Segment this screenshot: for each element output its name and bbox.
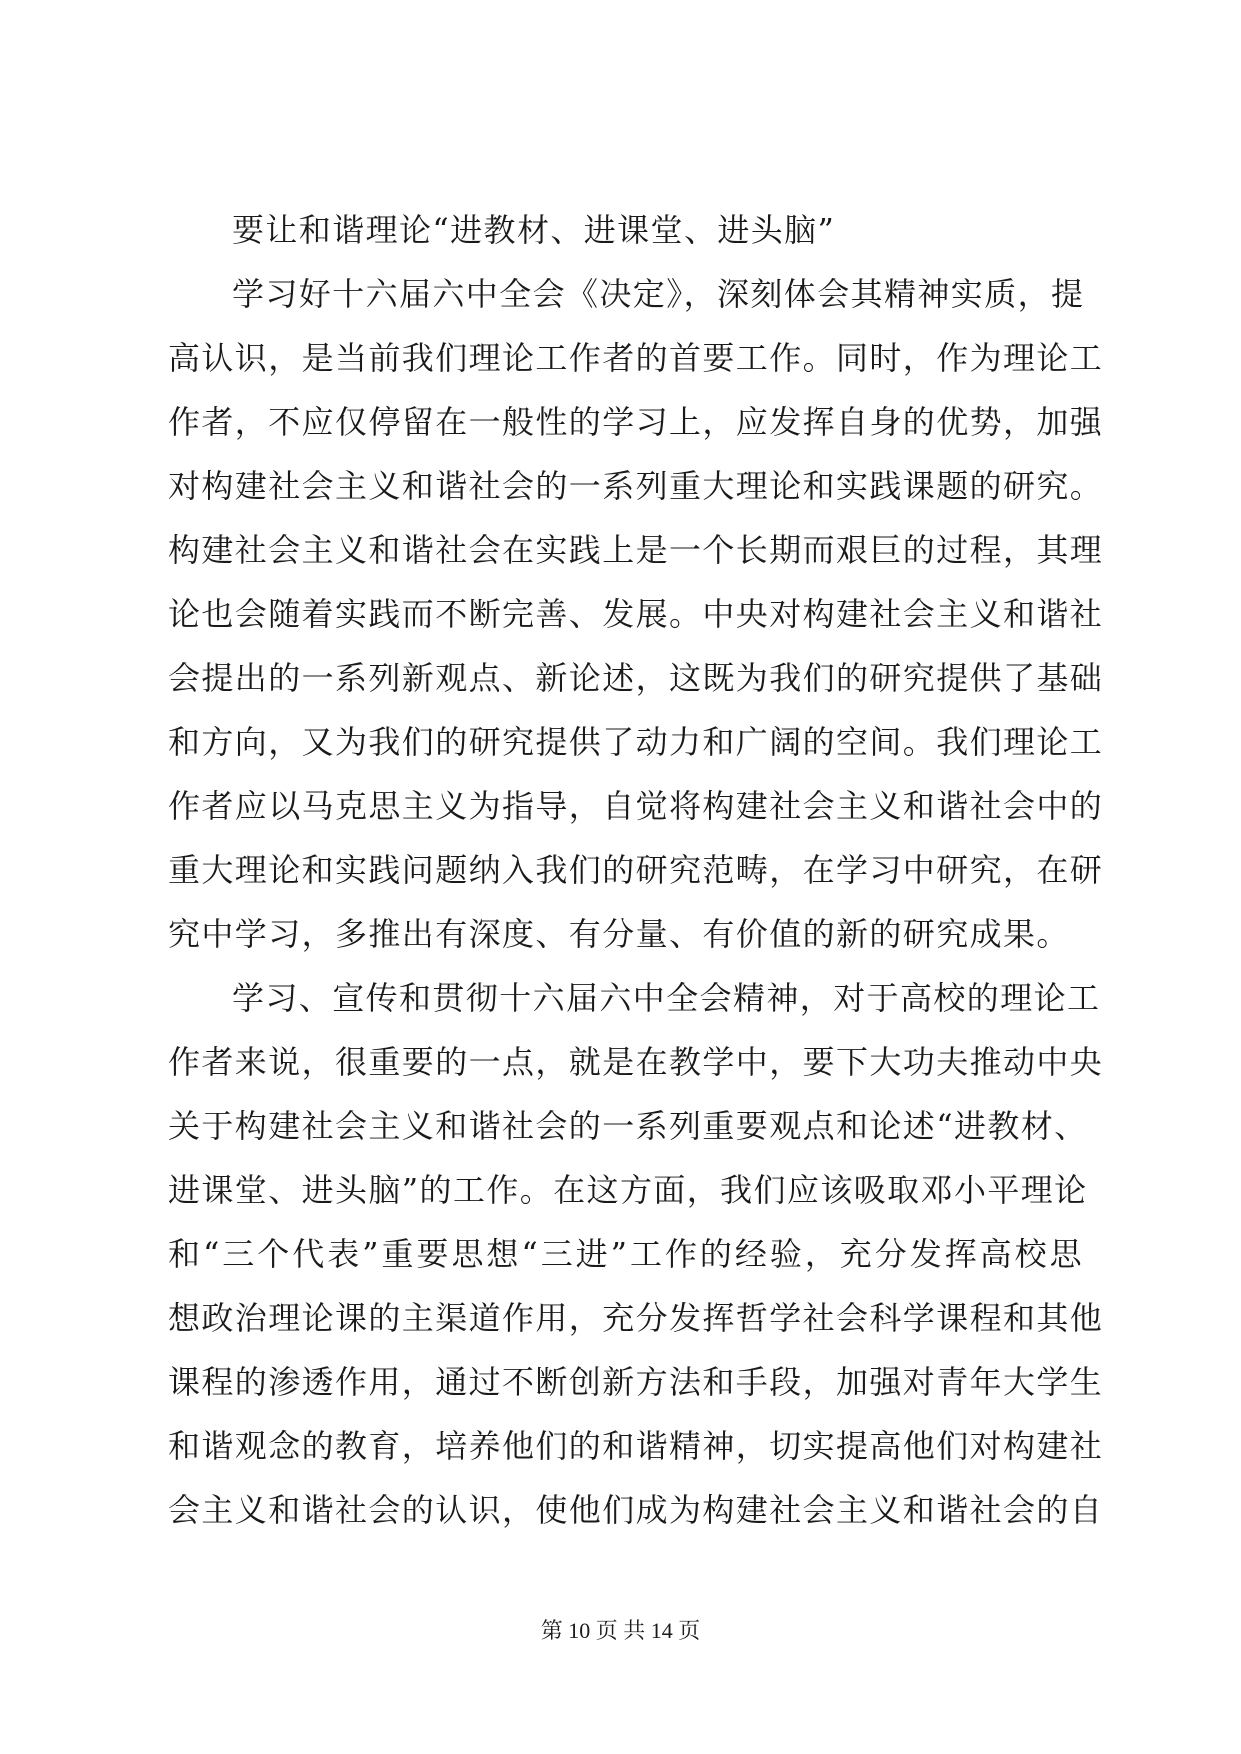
paragraph-line: 学习好十六届六中全会《决定》，深刻体会其精神实质，提 [232, 275, 1085, 313]
paragraph-line: 和“三个代表”重要思想“三进”工作的经验，充分发挥高校思 [168, 1235, 1083, 1273]
paragraph-line: 论也会随着实践而不断完善、发展。中央对构建社会主义和谐社 [168, 595, 1104, 633]
paragraph-line: 想政治理论课的主渠道作用，充分发挥哲学社会科学课程和其他 [168, 1299, 1104, 1337]
page-number-footer: 第 10 页 共 14 页 [540, 1618, 701, 1643]
section-heading: 要让和谐理论“进教材、进课堂、进头脑” [232, 211, 836, 249]
paragraph-line: 关于构建社会主义和谐社会的一系列重要观点和论述“进教材、 [168, 1107, 1088, 1145]
paragraph-line: 作者来说，很重要的一点，就是在教学中，要下大功夫推动中央 [168, 1043, 1104, 1081]
paragraph-line: 会主义和谐社会的认识，使他们成为构建社会主义和谐社会的自 [168, 1491, 1104, 1529]
paragraph-line: 和谐观念的教育，培养他们的和谐精神，切实提高他们对构建社 [168, 1427, 1104, 1465]
paragraph-line: 学习、宣传和贯彻十六届六中全会精神，对于高校的理论工 [232, 979, 1101, 1017]
paragraph-line: 课程的渗透作用，通过不断创新方法和手段，加强对青年大学生 [168, 1363, 1104, 1401]
paragraph-line: 作者应以马克思主义为指导，自觉将构建社会主义和谐社会中的 [168, 787, 1104, 825]
paragraph-line: 究中学习，多推出有深度、有分量、有价值的新的研究成果。 [168, 915, 1070, 953]
paragraph-line: 作者，不应仅停留在一般性的学习上，应发挥自身的优势，加强 [168, 403, 1104, 441]
paragraph-line: 高认识，是当前我们理论工作者的首要工作。同时，作为理论工 [168, 339, 1104, 377]
paragraph-line: 重大理论和实践问题纳入我们的研究范畴，在学习中研究，在研 [168, 851, 1104, 889]
paragraph-line: 构建社会主义和谐社会在实践上是一个长期而艰巨的过程，其理 [168, 531, 1104, 569]
paragraph-line: 会提出的一系列新观点、新论述，这既为我们的研究提供了基础 [168, 659, 1104, 697]
paragraph-line: 和方向，又为我们的研究提供了动力和广阔的空间。我们理论工 [168, 723, 1104, 761]
paragraph-line: 对构建社会主义和谐社会的一系列重大理论和实践课题的研究。 [168, 467, 1104, 505]
paragraph-line: 进课堂、进头脑”的工作。在这方面，我们应该吸取邓小平理论 [168, 1171, 1088, 1209]
